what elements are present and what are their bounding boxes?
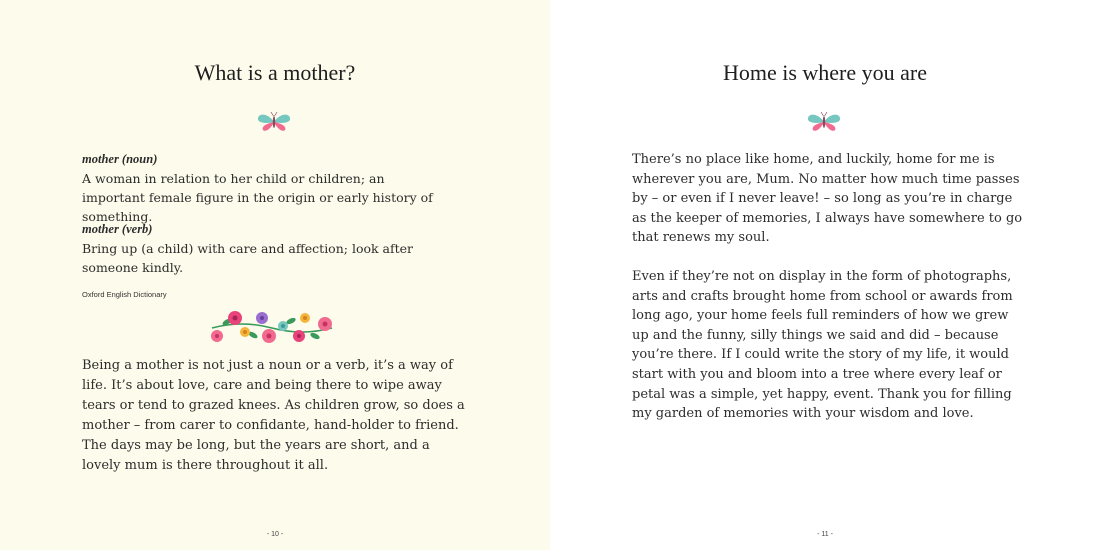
definition-verb	[82, 220, 442, 277]
page-number-right: - 11 -	[817, 531, 833, 538]
butterfly-icon	[256, 111, 292, 133]
definition-noun	[82, 150, 442, 226]
floral-border-icon	[207, 308, 337, 348]
right-body-paragraph-1: There’s no place like home, and luckily, home for me is wherever you are, Mum. No matter how much time passes by – or even if I never leave! – so long as you’re in charge as the keeper of memories, I always have somewhere to go that renews my soul.	[632, 152, 1023, 246]
butterfly-icon	[806, 111, 842, 133]
definition-term: mother (verb)	[82, 222, 153, 236]
page-number-left: - 10 -	[266, 531, 284, 538]
dictionary-source: Oxford English Dictionary	[82, 290, 167, 299]
right-page	[550, 0, 1100, 550]
left-page-title: What is a mother?	[194, 60, 356, 85]
definition-text: A woman in relation to her child or children; an important female figure in the origin or early history of something.	[82, 171, 433, 224]
right-body-paragraph-2: Even if they’re not on display in the form of photographs, arts and crafts brought home from school or awards from long ago, your home feels full reminders of how we grew up and the funny, silly things we said and did – because you’re there. If I could write the story of my life, it would start with you and bloom into a tree where every leaf or petal was a simple, yet happy, event. Thank you for filling my garden of memories with your wisdom and love.	[632, 269, 1013, 422]
definition-term: mother (noun)	[82, 152, 158, 166]
definition-text: Bring up (a child) with care and affection; look after someone kindly.	[82, 241, 414, 275]
left-body-paragraph: Being a mother is not just a noun or a verb, it’s a way of life. It’s about love, care and being there to wipe away tears or tend to grazed knees. As children grow, so does a mother – from carer to confidante, hand-holder to friend. The days may be long, but the years are short, and a lovely mum is there throughout it all.	[82, 358, 465, 473]
right-page-title: Home is where you are	[722, 60, 928, 85]
